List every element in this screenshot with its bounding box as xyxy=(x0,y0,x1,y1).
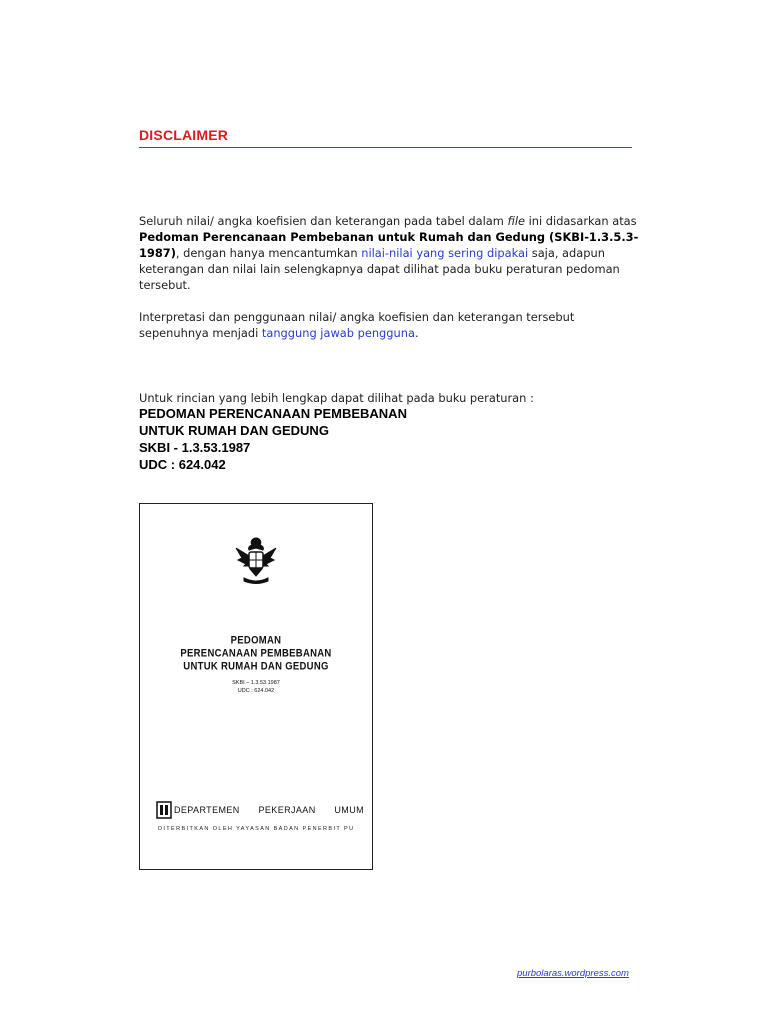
para1-highlight-link: nilai-nilai yang sering dipakai xyxy=(361,246,529,260)
dept-word-1: DEPARTEMEN xyxy=(174,805,240,815)
cover-udc: UDC : 624.042 xyxy=(237,688,275,694)
cover-department xyxy=(174,805,364,815)
para1-file-word: file xyxy=(507,214,526,228)
dept-word-2: PEKERJAAN xyxy=(258,805,316,815)
para1-text-3: , dengan hanya mencantumkan xyxy=(175,246,362,260)
disclaimer-paragraph-2 xyxy=(139,309,639,341)
para2-text-1: Interpretasi dan penggunaan nilai/ angka koefisien dan keterangan tersebut sepenuhnya menjadi xyxy=(139,310,575,340)
dept-word-3: UMUM xyxy=(334,805,364,815)
reference-line-2: UNTUK RUMAH DAN GEDUNG xyxy=(139,423,329,438)
cover-title-line-2: PERENCANAAN PEMBEBANAN xyxy=(180,647,332,660)
reference-line-3: SKBI - 1.3.53.1987 xyxy=(139,440,251,455)
para2-text-2: . xyxy=(414,326,419,340)
disclaimer-paragraph-3: Untuk rincian yang lebih lengkap dapat dilihat pada buku peraturan : xyxy=(139,391,534,405)
book-cover-image xyxy=(139,503,373,870)
disclaimer-paragraph-1 xyxy=(139,213,639,293)
disclaimer-heading: DISCLAIMER xyxy=(139,127,229,143)
para1-text-4: saja, adapun keterangan dan nilai lain selengkapnya dapat dilihat pada buku peraturan pedoman tersebut. xyxy=(139,246,620,292)
heading-divider xyxy=(139,147,632,148)
reference-block xyxy=(139,405,407,473)
cover-code: SKBI – 1.3.53.1987 xyxy=(232,680,280,686)
footer-blog-link[interactable]: purbolaras.wordpress.com xyxy=(517,968,629,979)
cover-publisher: DITERBITKAN OLEH YAYASAN BADAN PENERBIT PU xyxy=(158,826,355,832)
para1-standard-title: Pedoman Perencanaan Pembebanan untuk Rumah dan Gedung (SKBI-1.3.5.3-1987) xyxy=(139,230,639,260)
reference-line-4: UDC : 624.042 xyxy=(139,457,226,472)
cover-title-line-3: UNTUK RUMAH DAN GEDUNG xyxy=(183,660,329,673)
garuda-emblem-icon xyxy=(230,534,282,586)
para2-responsibility-link: tanggung jawab pengguna xyxy=(261,326,415,340)
reference-line-1: PEDOMAN PERENCANAAN PEMBEBANAN xyxy=(139,406,407,421)
cover-title-line-1: PEDOMAN xyxy=(230,634,282,647)
para1-text-2: ini didasarkan atas xyxy=(525,214,637,228)
pu-logo-icon xyxy=(156,801,172,819)
para1-text-1: Seluruh nilai/ angka koefisien dan keterangan pada tabel dalam xyxy=(139,214,508,228)
